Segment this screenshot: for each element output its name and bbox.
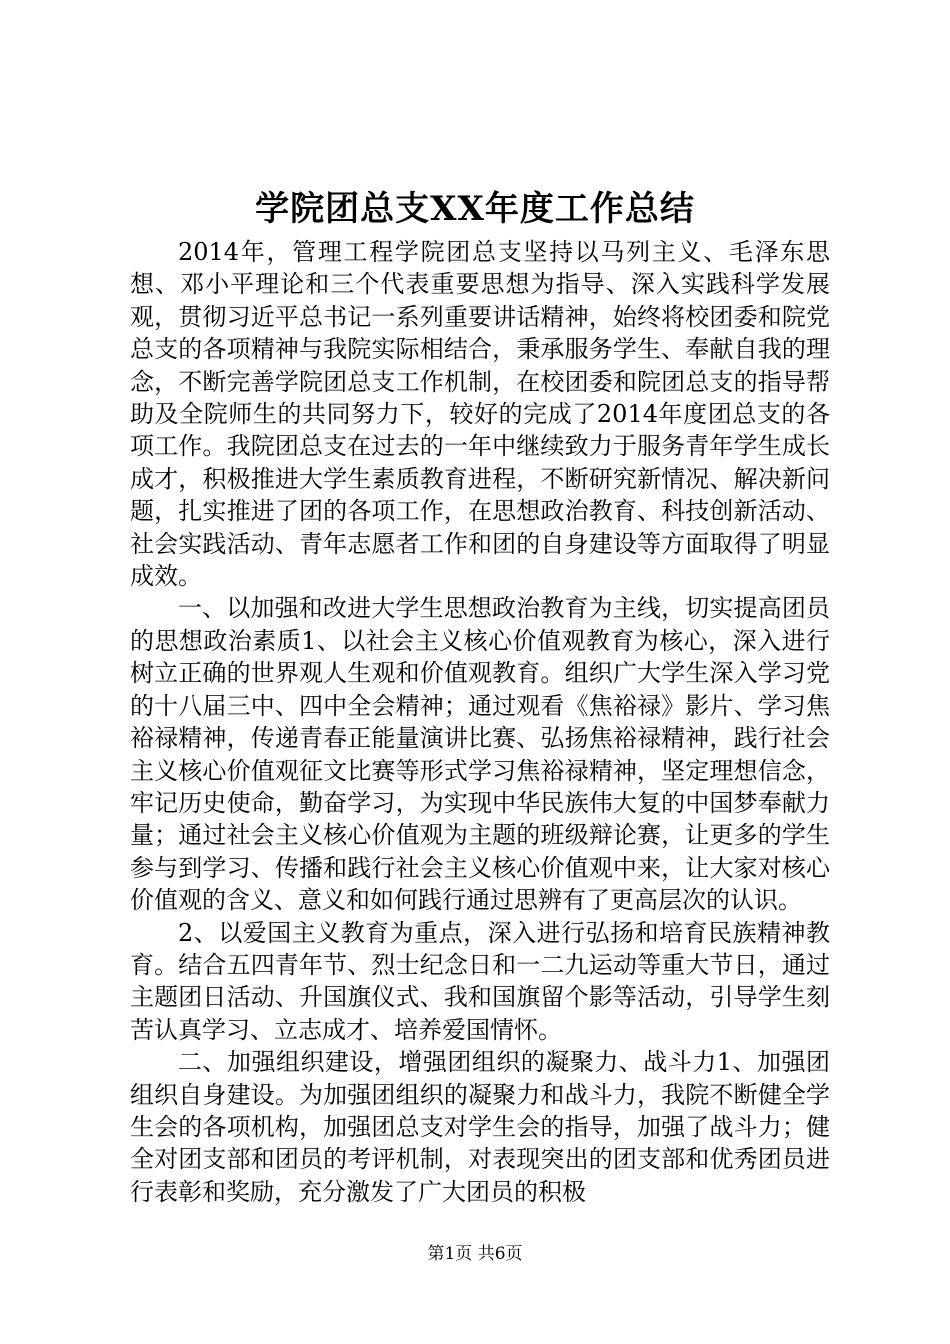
page-number-footer: 第1页 共6页 <box>427 1244 523 1264</box>
paragraph-intro: 2014年，管理工程学院团总支坚持以马列主义、毛泽东思想、邓小平理论和三个代表重要思想为指导、深入实践科学发展观，贯彻习近平总书记一系列重要讲话精神，始终将校团委和院党总支的各项精神与我院实际相结合，秉承服务学生、奉献自我的理念，不断完善学院团总支工作机制，在校团委和院团总支的指导帮助及全院师生的共同努力下，较好的完成了2014年度团总支的各项工作。我院团总支在过去的一年中继续致力于服务青年学生成长成才，积极推进大学生素质教育进程，不断研究新情况、解决新问题，扎实推进了团的各项工作，在思想政治教育、科技创新活动、社会实践活动、青年志愿者工作和团的自身建设等方面取得了明显成效。 <box>130 238 830 591</box>
document-body <box>130 236 830 1208</box>
paragraph-section-1: 一、以加强和改进大学生思想政治教育为主线，切实提高团员的思想政治素质1、以社会主义核心价值观教育为核心，深入进行树立正确的世界观人生观和价值观教育。组织广大学生深入学习党的十八届三中、四中全会精神；通过观看《焦裕禄》影片、学习焦裕禄精神，传递青春正能量演讲比赛、弘扬焦裕禄精神，践行社会主义核心价值观征文比赛等形式学习焦裕禄精神，坚定理想信念，牢记历史使命，勤奋学习，为实现中华民族伟大复的中国梦奉献力量；通过社会主义核心价值观为主题的班级辩论赛，让更多的学生参与到学习、传播和践行社会主义核心价值观中来，让大家对核心价值观的含义、意义和如何践行通过思辨有了更高层次的认识。 <box>130 594 830 915</box>
document-title: 学院团总支XX年度工作总结 <box>255 189 695 229</box>
paragraph-section-2: 二、加强组织建设，增强团组织的凝聚力、战斗力1、加强团组织自身建设。为加强团组织的凝聚力和战斗力，我院不断健全学生会的各项机构，加强团总支对学生会的指导，加强了战斗力；健全对团支部和团员的考评机制，对表现突出的团支部和优秀团员进行表彰和奖励，充分激发了广大团员的积极 <box>130 1048 830 1206</box>
paragraph-section-1-item-2: 2、以爱国主义教育为重点，深入进行弘扬和培育民族精神教育。结合五四青年节、烈士纪念日和一二九运动等重大节日，通过主题团日活动、升国旗仪式、我和国旗留个影等活动，引导学生刻苦认真学习、立志成才、培养爱国情怀。 <box>130 918 830 1044</box>
